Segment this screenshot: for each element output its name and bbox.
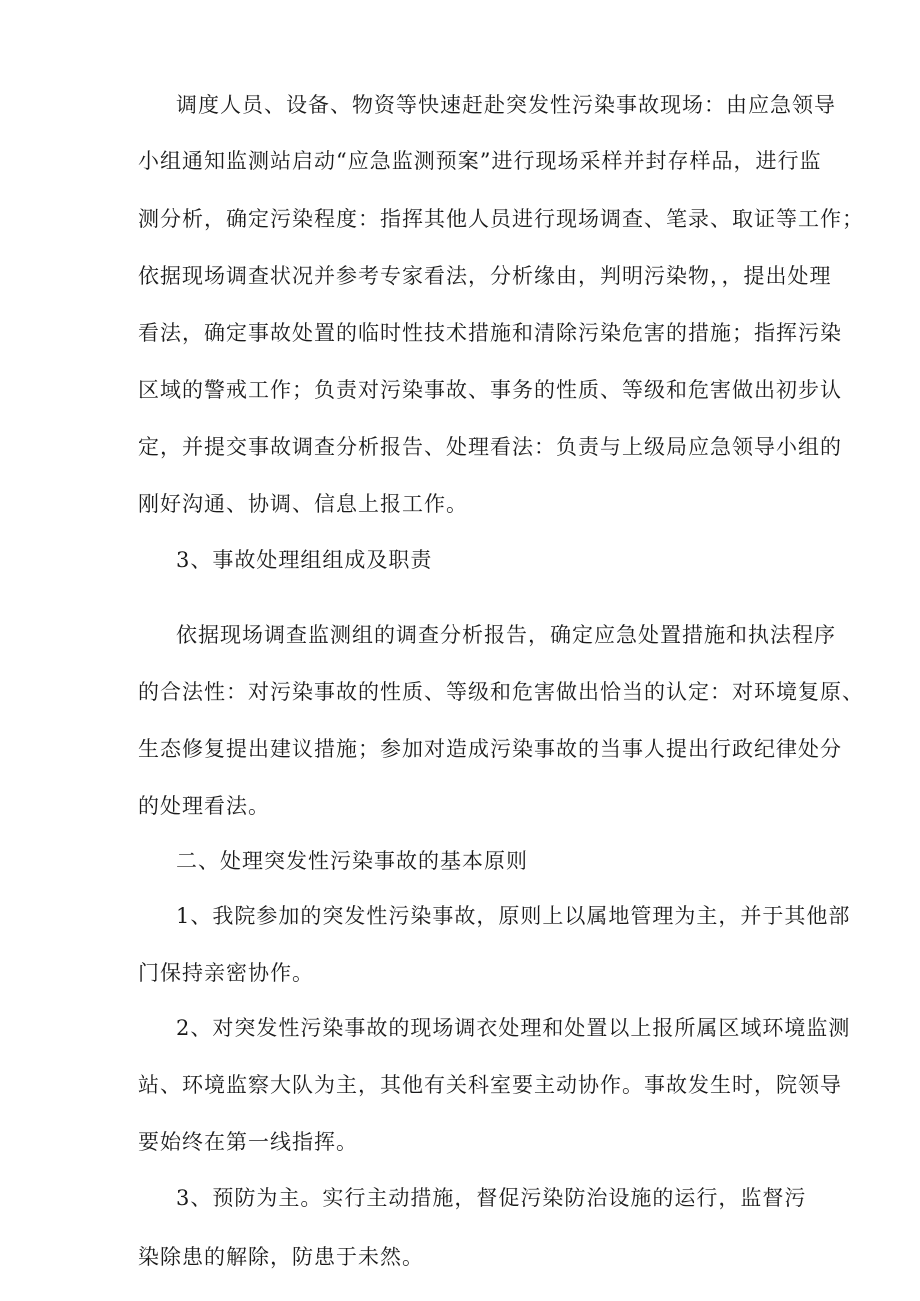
principle-1-line-2: 门保持亲密协作。 — [138, 961, 314, 985]
paragraph-1-line-6: 区域的警戒工作；负责对污染事故、事务的性质、等级和危害做出初步认 — [138, 378, 842, 402]
paragraph-1-line-7: 定，并提交事故调查分析报告、处理看法：负责与上级局应急领导小组的 — [138, 435, 842, 459]
paragraph-2-line-4: 的处理看法。 — [138, 794, 270, 818]
principle-2-line-2: 站、环境监察大队为主，其他有关科室要主动协作。事故发生时，院领导 — [138, 1073, 842, 1097]
principle-2-line-1: 2、对突发性污染事故的现场调衣处理和处置以上报所属区域环境监测 — [176, 1016, 851, 1040]
principle-3-line-2: 染除患的解除，防患于未然。 — [138, 1245, 424, 1269]
paragraph-1-line-1: 调度人员、设备、物资等快速赶赴突发性污染事故现场：由应急领导 — [176, 93, 836, 117]
paragraph-1-line-5: 看法，确定事故处置的临时性技术措施和清除污染危害的措施；指挥污染 — [138, 321, 842, 345]
section-2-heading: 二、处理突发性污染事故的基本原则 — [176, 849, 528, 873]
principle-1-line-1: 1、我院参加的突发性污染事故，原则上以属地管理为主，并于其他部 — [176, 904, 851, 928]
paragraph-1-line-3: 测分析，确定污染程度：指挥其他人员进行现场调查、笔录、取证等工作； — [138, 207, 864, 231]
paragraph-1-line-4: 依据现场调查状况并参考专家看法，分析缘由，判明污染物，，提出处理 — [138, 264, 832, 288]
paragraph-1-line-2: 小组通知监测站启动“应急监测预案”进行现场采样并封存样品，进行监 — [138, 149, 822, 173]
paragraph-2-line-3: 生态修复提出建议措施；参加对造成污染事故的当事人提出行政纪律处分 — [138, 737, 842, 761]
paragraph-2-line-1: 依据现场调查监测组的调查分析报告，确定应急处置措施和执法程序 — [176, 623, 836, 647]
paragraph-2-line-2: 的合法性：对污染事故的性质、等级和危害做出恰当的认定：对环境复原、 — [138, 680, 864, 704]
principle-3-line-1: 3、预防为主。实行主动措施，督促污染防治设施的运行，监督污 — [176, 1186, 807, 1210]
principle-2-line-3: 要始终在第一线指挥。 — [138, 1130, 358, 1154]
section-heading-3: 3、事故处理组组成及职责 — [176, 548, 433, 572]
paragraph-1-line-8: 刚好沟通、协调、信息上报工作。 — [138, 492, 468, 516]
